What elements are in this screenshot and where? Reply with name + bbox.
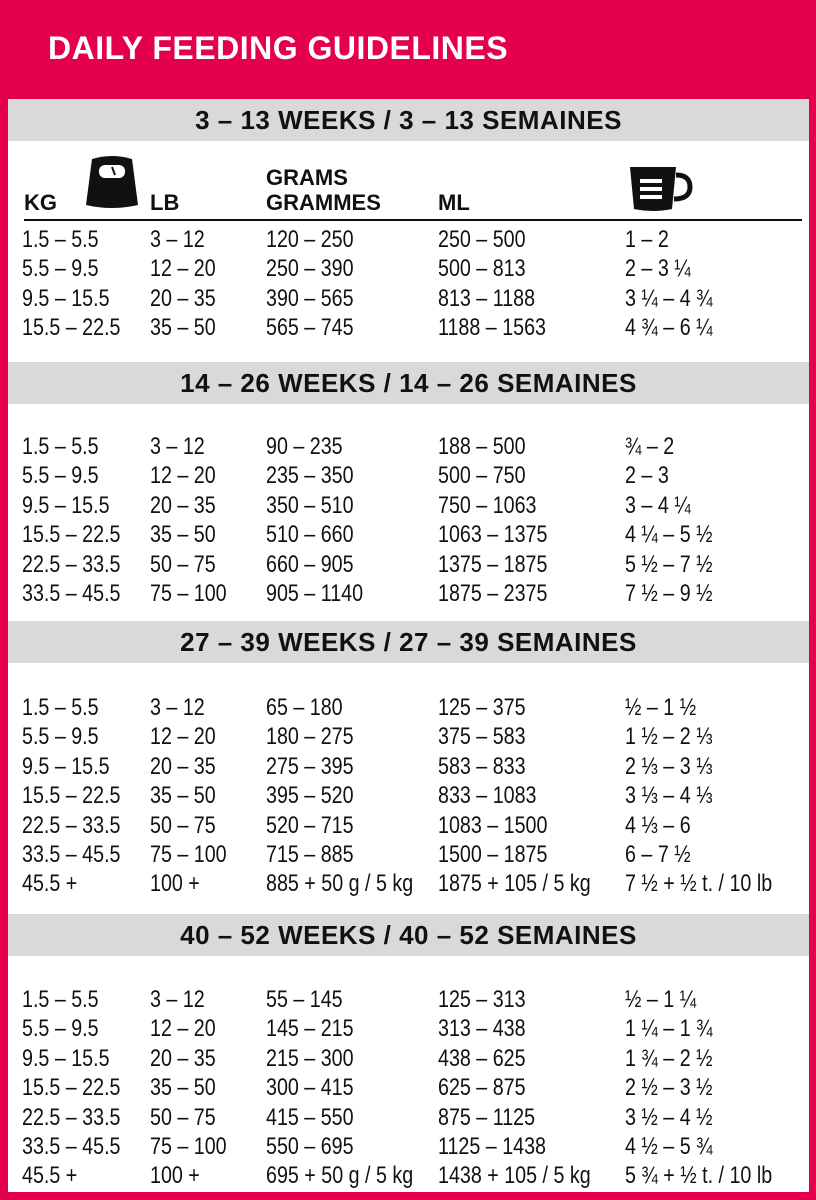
table-row [8,1161,809,1190]
cell-lb: 35 – 50 [150,1074,216,1102]
cell-ml: 125 – 375 [438,694,526,721]
table-row [8,811,809,840]
header-ml: ML [438,190,470,215]
feeding-table-panel [8,99,809,1192]
cell-lb: 35 – 50 [150,782,216,810]
table-row [8,1044,809,1073]
cell-lb: 3 – 12 [150,986,205,1013]
cell-cups: 7 ½ – 9 ½ [625,580,713,607]
cell-cups: 3 ½ – 4 ½ [625,1103,713,1131]
cell-kg: 1.5 – 5.5 [22,986,99,1013]
page-title: DAILY FEEDING GUIDELINES [48,30,509,66]
cell-kg: 33.5 – 45.5 [22,580,121,607]
table-row [8,579,809,608]
cell-lb: 35 – 50 [150,314,216,342]
cell-grams: 415 – 550 [266,1103,354,1131]
cell-grams: 120 – 250 [266,226,354,253]
cell-ml: 1875 – 2375 [438,580,548,607]
cell-ml: 500 – 813 [438,255,526,283]
cell-cups: 5 ¾ + ½ t. / 10 lb [625,1162,773,1190]
cell-grams: 275 – 395 [266,752,354,780]
table-row [8,693,809,722]
cell-ml: 500 – 750 [438,462,526,490]
cell-grams: 395 – 520 [266,782,354,810]
table-row [8,1014,809,1043]
cell-grams: 145 – 215 [266,1015,354,1043]
table-row [8,722,809,751]
cell-kg: 22.5 – 33.5 [22,1103,121,1131]
cell-kg: 15.5 – 22.5 [22,521,121,549]
scale-icon [84,153,140,216]
cell-lb: 35 – 50 [150,521,216,549]
cell-kg: 22.5 – 33.5 [22,811,121,839]
cell-lb: 3 – 12 [150,694,205,721]
cell-cups: 3 ⅓ – 4 ⅓ [625,782,713,810]
cell-ml: 625 – 875 [438,1074,526,1102]
cell-kg: 22.5 – 33.5 [22,550,121,578]
cell-ml: 188 – 500 [438,433,526,460]
section-heading: 3 – 13 WEEKS / 3 – 13 SEMAINES [8,99,809,141]
table-row [8,491,809,520]
cell-lb: 50 – 75 [150,1103,216,1131]
section-heading: 27 – 39 WEEKS / 27 – 39 SEMAINES [8,621,809,663]
cell-lb: 12 – 20 [150,1015,216,1043]
cell-ml: 750 – 1063 [438,491,537,519]
cell-cups: ½ – 1 ¼ [625,986,697,1013]
cell-kg: 1.5 – 5.5 [22,694,99,721]
cell-cups: 4 ¾ – 6 ¼ [625,314,713,342]
cell-ml: 833 – 1083 [438,782,537,810]
cell-lb: 12 – 20 [150,462,216,490]
cell-lb: 75 – 100 [150,1133,227,1160]
cell-grams: 390 – 565 [266,284,354,312]
cell-grams: 65 – 180 [266,694,343,721]
cell-cups: 4 ⅓ – 6 [625,811,691,839]
table-row [8,781,809,810]
cell-ml: 583 – 833 [438,752,526,780]
measuring-cup-icon [628,165,694,218]
table-row [8,985,809,1014]
cell-grams: 235 – 350 [266,462,354,490]
table-row [8,461,809,490]
table-row [8,752,809,781]
cell-kg: 33.5 – 45.5 [22,1133,121,1160]
cell-cups: 1 ½ – 2 ⅓ [625,723,713,751]
table-row [8,840,809,869]
table-row [8,284,809,313]
cell-cups: 5 ½ – 7 ½ [625,550,713,578]
table-row [8,1103,809,1132]
cell-ml: 1188 – 1563 [438,314,546,342]
cell-grams: 565 – 745 [266,314,354,342]
cell-grams: 660 – 905 [266,550,354,578]
cell-ml: 125 – 313 [438,986,526,1013]
table-row [8,1073,809,1102]
cell-lb: 12 – 20 [150,255,216,283]
cell-grams: 715 – 885 [266,841,354,868]
cell-kg: 5.5 – 9.5 [22,462,99,490]
header-divider [24,219,802,221]
cell-ml: 1500 – 1875 [438,841,548,868]
cell-cups: ¾ – 2 [625,433,675,460]
cell-grams: 510 – 660 [266,521,354,549]
table-row [8,225,809,254]
cell-grams: 520 – 715 [266,811,354,839]
cell-kg: 5.5 – 9.5 [22,723,99,751]
cell-kg: 33.5 – 45.5 [22,841,121,868]
cell-kg: 45.5 + [22,1162,78,1190]
cell-lb: 3 – 12 [150,433,205,460]
cell-kg: 9.5 – 15.5 [22,752,110,780]
table-row [8,432,809,461]
table-row [8,1132,809,1161]
cell-kg: 5.5 – 9.5 [22,1015,99,1043]
cell-cups: 2 – 3 [625,462,669,490]
cell-ml: 1438 + 105 / 5 kg [438,1162,591,1190]
cell-grams: 350 – 510 [266,491,354,519]
cell-kg: 9.5 – 15.5 [22,1044,110,1072]
cell-cups: 6 – 7 ½ [625,841,691,868]
cell-ml: 813 – 1188 [438,284,536,312]
cell-lb: 50 – 75 [150,811,216,839]
cell-cups: 2 ½ – 3 ½ [625,1074,713,1102]
cell-lb: 50 – 75 [150,550,216,578]
table-row [8,520,809,549]
cell-grams: 250 – 390 [266,255,354,283]
cell-kg: 5.5 – 9.5 [22,255,99,283]
cell-lb: 100 + [150,1162,200,1190]
cell-ml: 1875 + 105 / 5 kg [438,870,591,898]
cell-lb: 3 – 12 [150,226,205,253]
cell-lb: 75 – 100 [150,841,227,868]
cell-cups: 2 – 3 ¼ [625,255,691,283]
table-row [8,254,809,283]
cell-ml: 250 – 500 [438,226,526,253]
cell-lb: 75 – 100 [150,580,227,607]
cell-cups: 7 ½ + ½ t. / 10 lb [625,870,773,898]
header-grams: GRAMS [266,165,348,190]
cell-grams: 695 + 50 g / 5 kg [266,1162,414,1190]
header-kg: KG [24,190,57,215]
section-heading: 14 – 26 WEEKS / 14 – 26 SEMAINES [8,362,809,404]
table-row [8,550,809,579]
cell-lb: 20 – 35 [150,491,216,519]
cell-cups: 4 ¼ – 5 ½ [625,521,713,549]
header-lb: LB [150,190,180,215]
cell-cups: 3 ¼ – 4 ¾ [625,284,713,312]
cell-ml: 313 – 438 [438,1015,526,1043]
cell-ml: 438 – 625 [438,1044,526,1072]
cell-lb: 12 – 20 [150,723,216,751]
cell-ml: 375 – 583 [438,723,526,751]
table-row [8,869,809,898]
cell-ml: 1375 – 1875 [438,550,548,578]
cell-kg: 15.5 – 22.5 [22,314,121,342]
cell-grams: 300 – 415 [266,1074,354,1102]
cell-grams: 180 – 275 [266,723,354,751]
cell-grams: 215 – 300 [266,1044,354,1072]
cell-lb: 20 – 35 [150,1044,216,1072]
section-heading: 40 – 52 WEEKS / 40 – 52 SEMAINES [8,914,809,956]
cell-grams: 885 + 50 g / 5 kg [266,870,414,898]
cell-cups: 3 – 4 ¼ [625,491,691,519]
cell-grams: 550 – 695 [266,1133,354,1160]
cell-cups: 1 ¼ – 1 ¾ [625,1015,713,1043]
table-row [8,313,809,342]
cell-kg: 9.5 – 15.5 [22,491,110,519]
cell-cups: 2 ⅓ – 3 ⅓ [625,752,713,780]
cell-cups: 4 ½ – 5 ¾ [625,1133,713,1160]
cell-lb: 20 – 35 [150,284,216,312]
cell-cups: 1 – 2 [625,226,669,253]
cell-kg: 1.5 – 5.5 [22,226,99,253]
cell-kg: 15.5 – 22.5 [22,1074,121,1102]
cell-ml: 1083 – 1500 [438,811,548,839]
cell-kg: 1.5 – 5.5 [22,433,99,460]
cell-ml: 1125 – 1438 [438,1133,546,1160]
cell-kg: 9.5 – 15.5 [22,284,110,312]
cell-lb: 20 – 35 [150,752,216,780]
cell-ml: 875 – 1125 [438,1103,536,1131]
cell-grams: 905 – 1140 [266,580,364,607]
cell-kg: 45.5 + [22,870,78,898]
cell-cups: ½ – 1 ½ [625,694,697,721]
cell-cups: 1 ¾ – 2 ½ [625,1044,713,1072]
cell-grams: 90 – 235 [266,433,343,460]
cell-ml: 1063 – 1375 [438,521,548,549]
cell-kg: 15.5 – 22.5 [22,782,121,810]
cell-lb: 100 + [150,870,200,898]
cell-grams: 55 – 145 [266,986,343,1013]
header-grammes: GRAMMES [266,190,381,215]
